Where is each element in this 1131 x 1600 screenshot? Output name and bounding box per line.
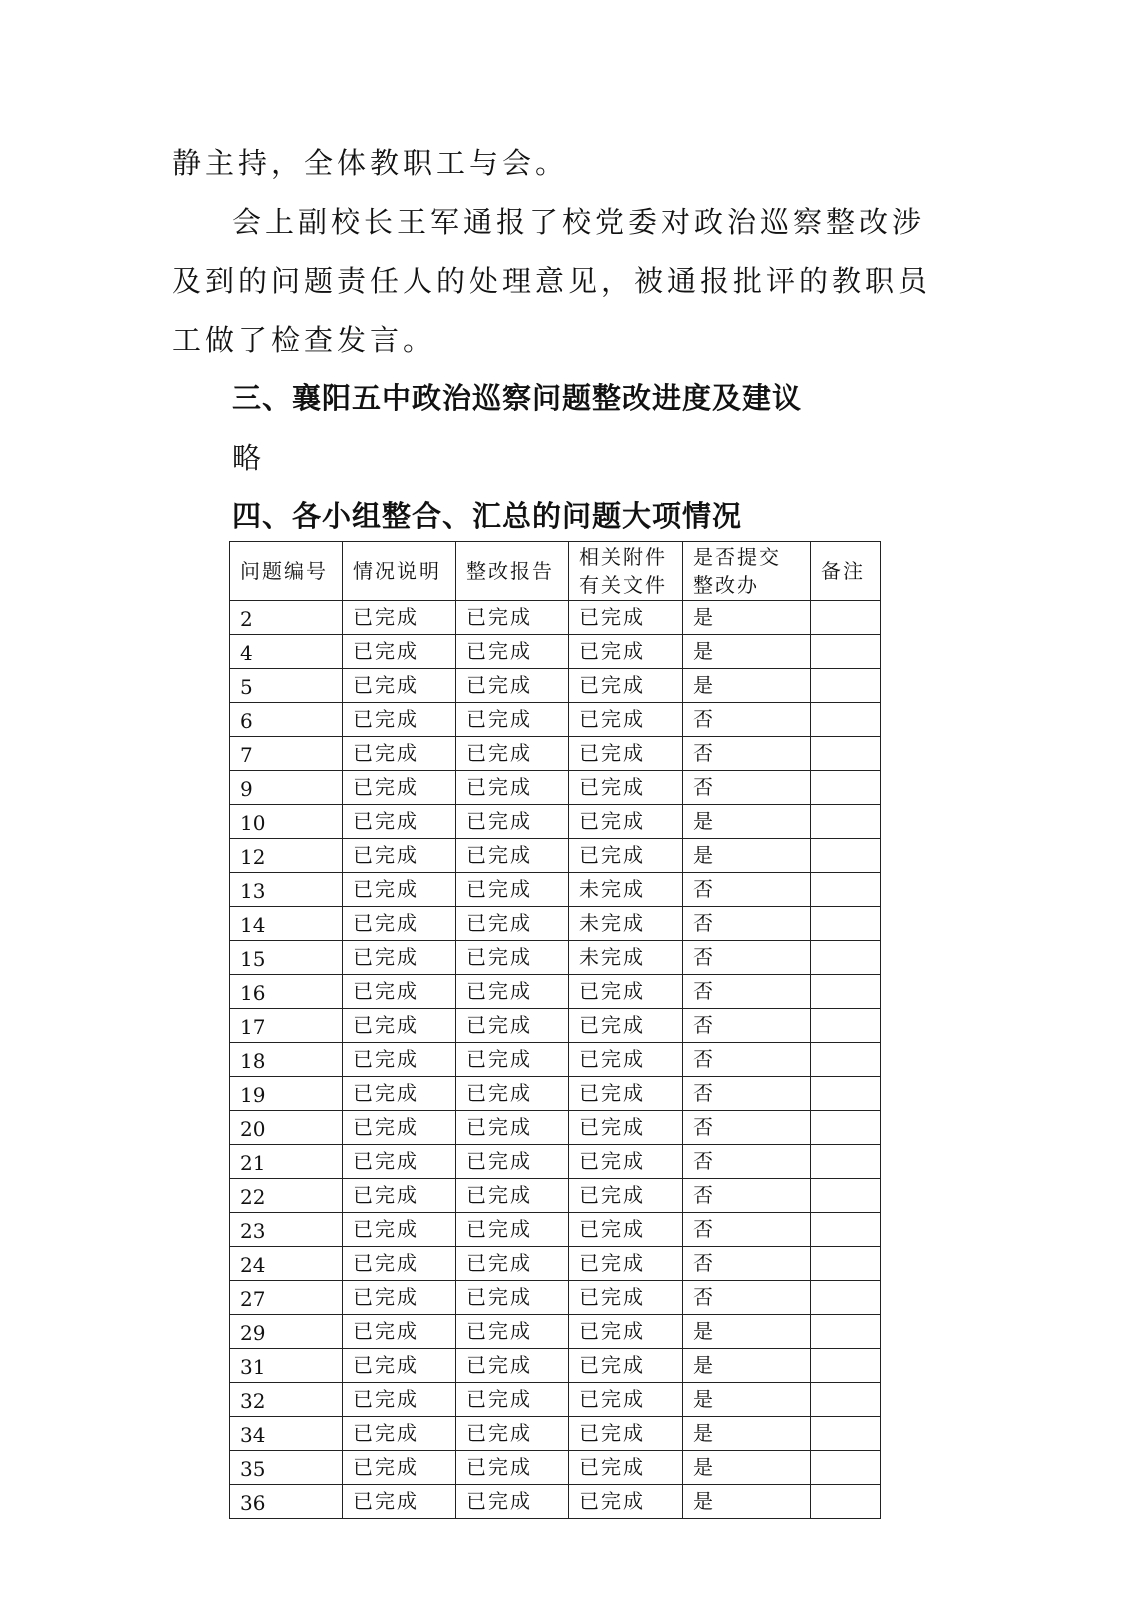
cell-remarks bbox=[811, 1383, 881, 1417]
cell-attachments: 已完成 bbox=[569, 1417, 683, 1451]
header-submitted: 是否提交 整改办 bbox=[683, 542, 811, 601]
cell-rectification-report: 已完成 bbox=[456, 839, 569, 873]
cell-situation: 已完成 bbox=[343, 1043, 456, 1077]
cell-attachments: 已完成 bbox=[569, 1179, 683, 1213]
cell-attachments: 已完成 bbox=[569, 737, 683, 771]
cell-rectification-report: 已完成 bbox=[456, 1009, 569, 1043]
cell-attachments: 已完成 bbox=[569, 1077, 683, 1111]
cell-remarks bbox=[811, 1315, 881, 1349]
cell-issue-number: 4 bbox=[230, 635, 343, 669]
cell-attachments: 已完成 bbox=[569, 1281, 683, 1315]
cell-remarks bbox=[811, 1247, 881, 1281]
cell-attachments: 已完成 bbox=[569, 771, 683, 805]
cell-attachments: 已完成 bbox=[569, 1451, 683, 1485]
cell-issue-number: 31 bbox=[230, 1349, 343, 1383]
table-row bbox=[230, 635, 881, 669]
section-4-heading: 四、各小组整合、汇总的问题大项情况 bbox=[232, 499, 743, 533]
cell-rectification-report: 已完成 bbox=[456, 1349, 569, 1383]
table-row bbox=[230, 873, 881, 907]
cell-issue-number: 18 bbox=[230, 1043, 343, 1077]
cell-submitted: 否 bbox=[683, 703, 811, 737]
cell-remarks bbox=[811, 839, 881, 873]
cell-issue-number: 34 bbox=[230, 1417, 343, 1451]
paragraph-meeting-report: 会上副校长王军通报了校党委对政治巡察整改涉及到的问题责任人的处理意见，被通报批评的教职员工做了检查发言。 bbox=[172, 205, 932, 357]
cell-rectification-report: 已完成 bbox=[456, 1145, 569, 1179]
cell-issue-number: 14 bbox=[230, 907, 343, 941]
cell-remarks bbox=[811, 1451, 881, 1485]
table-row bbox=[230, 1213, 881, 1247]
cell-attachments: 已完成 bbox=[569, 839, 683, 873]
cell-submitted: 是 bbox=[683, 1383, 811, 1417]
cell-situation: 已完成 bbox=[343, 873, 456, 907]
table-row bbox=[230, 1009, 881, 1043]
cell-remarks bbox=[811, 1485, 881, 1519]
cell-issue-number: 6 bbox=[230, 703, 343, 737]
cell-attachments: 已完成 bbox=[569, 669, 683, 703]
cell-rectification-report: 已完成 bbox=[456, 941, 569, 975]
cell-remarks bbox=[811, 703, 881, 737]
cell-rectification-report: 已完成 bbox=[456, 737, 569, 771]
cell-situation: 已完成 bbox=[343, 1111, 456, 1145]
cell-submitted: 否 bbox=[683, 873, 811, 907]
cell-attachments: 已完成 bbox=[569, 1315, 683, 1349]
cell-situation: 已完成 bbox=[343, 703, 456, 737]
cell-issue-number: 5 bbox=[230, 669, 343, 703]
cell-situation: 已完成 bbox=[343, 1281, 456, 1315]
cell-remarks bbox=[811, 669, 881, 703]
cell-submitted: 否 bbox=[683, 1247, 811, 1281]
cell-rectification-report: 已完成 bbox=[456, 1247, 569, 1281]
cell-submitted: 是 bbox=[683, 1485, 811, 1519]
cell-remarks bbox=[811, 1349, 881, 1383]
cell-issue-number: 19 bbox=[230, 1077, 343, 1111]
table-row bbox=[230, 907, 881, 941]
cell-remarks bbox=[811, 805, 881, 839]
cell-submitted: 是 bbox=[683, 1417, 811, 1451]
cell-attachments: 未完成 bbox=[569, 873, 683, 907]
cell-submitted: 是 bbox=[683, 839, 811, 873]
table-row bbox=[230, 1281, 881, 1315]
cell-attachments: 已完成 bbox=[569, 601, 683, 635]
cell-submitted: 否 bbox=[683, 1077, 811, 1111]
cell-attachments: 已完成 bbox=[569, 1111, 683, 1145]
table-row bbox=[230, 1145, 881, 1179]
cell-issue-number: 9 bbox=[230, 771, 343, 805]
table-row bbox=[230, 601, 881, 635]
cell-rectification-report: 已完成 bbox=[456, 1281, 569, 1315]
cell-rectification-report: 已完成 bbox=[456, 771, 569, 805]
cell-remarks bbox=[811, 1043, 881, 1077]
cell-situation: 已完成 bbox=[343, 1349, 456, 1383]
header-remarks: 备注 bbox=[811, 542, 881, 601]
cell-rectification-report: 已完成 bbox=[456, 873, 569, 907]
cell-situation: 已完成 bbox=[343, 975, 456, 1009]
cell-rectification-report: 已完成 bbox=[456, 1077, 569, 1111]
table-row bbox=[230, 1179, 881, 1213]
cell-issue-number: 7 bbox=[230, 737, 343, 771]
table-row bbox=[230, 1451, 881, 1485]
table-row bbox=[230, 1315, 881, 1349]
cell-attachments: 已完成 bbox=[569, 1009, 683, 1043]
table-row bbox=[230, 1077, 881, 1111]
cell-situation: 已完成 bbox=[343, 1383, 456, 1417]
cell-remarks bbox=[811, 907, 881, 941]
cell-issue-number: 35 bbox=[230, 1451, 343, 1485]
cell-remarks bbox=[811, 1077, 881, 1111]
cell-situation: 已完成 bbox=[343, 1485, 456, 1519]
section-3-heading: 三、襄阳五中政治巡察问题整改进度及建议 bbox=[232, 381, 803, 415]
cell-submitted: 否 bbox=[683, 1145, 811, 1179]
cell-issue-number: 2 bbox=[230, 601, 343, 635]
cell-submitted: 否 bbox=[683, 771, 811, 805]
cell-attachments: 已完成 bbox=[569, 805, 683, 839]
table-row bbox=[230, 805, 881, 839]
cell-submitted: 否 bbox=[683, 907, 811, 941]
cell-remarks bbox=[811, 1145, 881, 1179]
cell-submitted: 否 bbox=[683, 1179, 811, 1213]
cell-submitted: 否 bbox=[683, 1009, 811, 1043]
cell-submitted: 否 bbox=[683, 1281, 811, 1315]
table-row bbox=[230, 737, 881, 771]
cell-issue-number: 29 bbox=[230, 1315, 343, 1349]
cell-submitted: 是 bbox=[683, 1349, 811, 1383]
table-row bbox=[230, 1417, 881, 1451]
table-row bbox=[230, 771, 881, 805]
cell-situation: 已完成 bbox=[343, 635, 456, 669]
cell-issue-number: 15 bbox=[230, 941, 343, 975]
cell-submitted: 否 bbox=[683, 737, 811, 771]
cell-attachments: 已完成 bbox=[569, 975, 683, 1009]
cell-issue-number: 20 bbox=[230, 1111, 343, 1145]
cell-rectification-report: 已完成 bbox=[456, 635, 569, 669]
cell-situation: 已完成 bbox=[343, 941, 456, 975]
cell-rectification-report: 已完成 bbox=[456, 907, 569, 941]
table-row bbox=[230, 1247, 881, 1281]
cell-issue-number: 21 bbox=[230, 1145, 343, 1179]
table-row bbox=[230, 1383, 881, 1417]
cell-submitted: 否 bbox=[683, 975, 811, 1009]
cell-remarks bbox=[811, 1179, 881, 1213]
cell-attachments: 已完成 bbox=[569, 1485, 683, 1519]
cell-rectification-report: 已完成 bbox=[456, 1315, 569, 1349]
cell-issue-number: 16 bbox=[230, 975, 343, 1009]
issues-table bbox=[229, 541, 881, 1519]
cell-remarks bbox=[811, 1417, 881, 1451]
cell-attachments: 已完成 bbox=[569, 1247, 683, 1281]
table-body bbox=[230, 601, 881, 1519]
cell-submitted: 否 bbox=[683, 941, 811, 975]
cell-issue-number: 13 bbox=[230, 873, 343, 907]
cell-remarks bbox=[811, 1111, 881, 1145]
cell-rectification-report: 已完成 bbox=[456, 975, 569, 1009]
cell-situation: 已完成 bbox=[343, 1315, 456, 1349]
cell-issue-number: 23 bbox=[230, 1213, 343, 1247]
cell-attachments: 已完成 bbox=[569, 1349, 683, 1383]
table-row bbox=[230, 1349, 881, 1383]
cell-submitted: 是 bbox=[683, 1315, 811, 1349]
cell-rectification-report: 已完成 bbox=[456, 703, 569, 737]
cell-issue-number: 10 bbox=[230, 805, 343, 839]
table-row bbox=[230, 839, 881, 873]
cell-rectification-report: 已完成 bbox=[456, 1451, 569, 1485]
table-row bbox=[230, 941, 881, 975]
cell-remarks bbox=[811, 1281, 881, 1315]
cell-attachments: 已完成 bbox=[569, 1145, 683, 1179]
cell-rectification-report: 已完成 bbox=[456, 1213, 569, 1247]
cell-submitted: 是 bbox=[683, 1451, 811, 1485]
cell-submitted: 是 bbox=[683, 601, 811, 635]
cell-situation: 已完成 bbox=[343, 669, 456, 703]
cell-attachments: 已完成 bbox=[569, 635, 683, 669]
cell-rectification-report: 已完成 bbox=[456, 1043, 569, 1077]
cell-remarks bbox=[811, 601, 881, 635]
cell-situation: 已完成 bbox=[343, 737, 456, 771]
cell-remarks bbox=[811, 1213, 881, 1247]
cell-situation: 已完成 bbox=[343, 1417, 456, 1451]
section-3-content: 略 bbox=[232, 441, 262, 475]
cell-remarks bbox=[811, 941, 881, 975]
cell-remarks bbox=[811, 873, 881, 907]
cell-attachments: 已完成 bbox=[569, 1043, 683, 1077]
cell-submitted: 是 bbox=[683, 805, 811, 839]
cell-rectification-report: 已完成 bbox=[456, 805, 569, 839]
cell-issue-number: 32 bbox=[230, 1383, 343, 1417]
cell-attachments: 未完成 bbox=[569, 907, 683, 941]
cell-issue-number: 12 bbox=[230, 839, 343, 873]
header-rectification-report: 整改报告 bbox=[456, 542, 569, 601]
cell-attachments: 未完成 bbox=[569, 941, 683, 975]
cell-situation: 已完成 bbox=[343, 1247, 456, 1281]
cell-rectification-report: 已完成 bbox=[456, 669, 569, 703]
cell-remarks bbox=[811, 1009, 881, 1043]
table-header-row bbox=[230, 542, 881, 601]
cell-submitted: 否 bbox=[683, 1111, 811, 1145]
cell-rectification-report: 已完成 bbox=[456, 1383, 569, 1417]
cell-submitted: 是 bbox=[683, 635, 811, 669]
cell-attachments: 已完成 bbox=[569, 703, 683, 737]
cell-rectification-report: 已完成 bbox=[456, 1485, 569, 1519]
table-row bbox=[230, 1485, 881, 1519]
cell-situation: 已完成 bbox=[343, 601, 456, 635]
header-attachments: 相关附件 有关文件 bbox=[569, 542, 683, 601]
cell-issue-number: 22 bbox=[230, 1179, 343, 1213]
table-row bbox=[230, 669, 881, 703]
cell-situation: 已完成 bbox=[343, 1077, 456, 1111]
cell-issue-number: 17 bbox=[230, 1009, 343, 1043]
cell-remarks bbox=[811, 635, 881, 669]
cell-remarks bbox=[811, 771, 881, 805]
cell-issue-number: 24 bbox=[230, 1247, 343, 1281]
cell-rectification-report: 已完成 bbox=[456, 1417, 569, 1451]
cell-situation: 已完成 bbox=[343, 907, 456, 941]
cell-attachments: 已完成 bbox=[569, 1383, 683, 1417]
cell-situation: 已完成 bbox=[343, 805, 456, 839]
cell-remarks bbox=[811, 737, 881, 771]
header-situation: 情况说明 bbox=[343, 542, 456, 601]
cell-situation: 已完成 bbox=[343, 1451, 456, 1485]
cell-issue-number: 27 bbox=[230, 1281, 343, 1315]
paragraph-meeting-host: 静主持，全体教职工与会。 bbox=[172, 146, 569, 180]
cell-situation: 已完成 bbox=[343, 839, 456, 873]
cell-situation: 已完成 bbox=[343, 1213, 456, 1247]
cell-remarks bbox=[811, 975, 881, 1009]
header-issue-number: 问题编号 bbox=[230, 542, 343, 601]
cell-attachments: 已完成 bbox=[569, 1213, 683, 1247]
cell-situation: 已完成 bbox=[343, 1145, 456, 1179]
table-row bbox=[230, 1043, 881, 1077]
cell-situation: 已完成 bbox=[343, 771, 456, 805]
cell-rectification-report: 已完成 bbox=[456, 1111, 569, 1145]
cell-rectification-report: 已完成 bbox=[456, 601, 569, 635]
table-row bbox=[230, 703, 881, 737]
cell-rectification-report: 已完成 bbox=[456, 1179, 569, 1213]
cell-situation: 已完成 bbox=[343, 1009, 456, 1043]
cell-situation: 已完成 bbox=[343, 1179, 456, 1213]
cell-submitted: 是 bbox=[683, 669, 811, 703]
cell-submitted: 否 bbox=[683, 1043, 811, 1077]
cell-issue-number: 36 bbox=[230, 1485, 343, 1519]
cell-submitted: 否 bbox=[683, 1213, 811, 1247]
table-row bbox=[230, 1111, 881, 1145]
table-row bbox=[230, 975, 881, 1009]
